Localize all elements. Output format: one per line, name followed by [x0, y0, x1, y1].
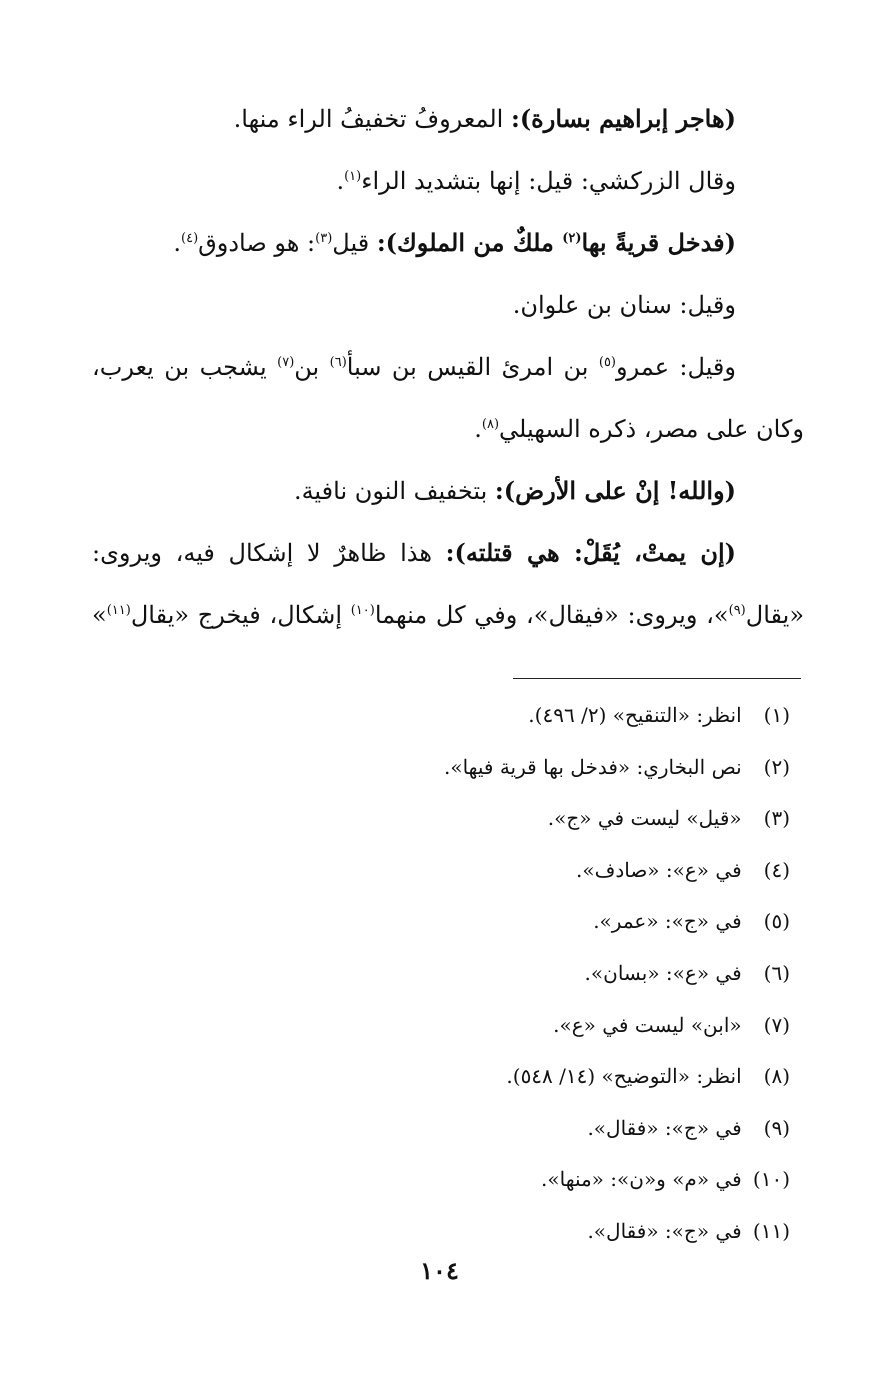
- footnote-number: (٦): [763, 960, 790, 985]
- footnote-number: (٩): [763, 1115, 790, 1140]
- footnote-text: في «ع»: «بسان».: [584, 960, 742, 985]
- quoted-phrase: (إن يمتْ، يُقَلْ: هي قتلته):: [445, 538, 737, 567]
- footnote-text: انظر: «التنقيح» (٢/ ٤٩٦).: [528, 703, 742, 727]
- paragraph-2: [92, 150, 804, 212]
- footnote: [92, 845, 804, 897]
- footnote: [92, 948, 804, 1000]
- footnote-ref: (١): [344, 169, 362, 184]
- commentary-text: وكان على مصر، ذكره السهيلي: [499, 415, 804, 443]
- footnote-ref: (٥): [598, 355, 616, 370]
- footnote-ref: (٧): [277, 355, 295, 370]
- footnote-ref: (١١): [106, 603, 131, 618]
- footnote: [92, 742, 804, 794]
- footnote-ref: (٤): [181, 231, 199, 246]
- paragraph-5: [92, 336, 804, 398]
- commentary-text: إشكال، فيخرج «يقال: [130, 601, 351, 629]
- quoted-phrase: (هاجر إبراهيم بسارة):: [510, 104, 736, 133]
- footnote-number: (٨): [763, 1064, 790, 1089]
- footnote-number: (١١): [752, 1218, 790, 1243]
- footnote-number: (٢): [763, 754, 790, 779]
- footnote-text: في «ع»: «صادف».: [576, 857, 742, 882]
- commentary-text: بن: [294, 353, 330, 381]
- commentary-text: قيل: [332, 229, 377, 257]
- commentary-text: «يقال: [745, 601, 805, 629]
- footnote-number: (٥): [763, 909, 790, 934]
- footnote-ref: (٣): [315, 231, 333, 246]
- footnote-text: «ابن» ليست في «ع».: [553, 1012, 742, 1037]
- paragraph-6: [92, 460, 804, 522]
- paragraph-4: [92, 274, 804, 336]
- footnote: [92, 896, 804, 948]
- footnote: [92, 1154, 804, 1206]
- commentary-text: بن امرئ القيس بن سبأ: [346, 353, 599, 381]
- footnote-ref: (٢): [562, 231, 582, 246]
- footnotes: [92, 690, 804, 1258]
- footnote-ref: (١٠): [350, 603, 375, 618]
- footnote: [92, 1051, 804, 1103]
- punctuation: .: [474, 415, 482, 443]
- footnote-number: (٧): [763, 1012, 790, 1037]
- commentary-text: »، ويروى: «فيقال»، وفي كل منهما: [374, 601, 729, 629]
- paragraph-3: [92, 212, 804, 274]
- commentary-text: وقيل: عمرو: [616, 353, 736, 381]
- quoted-phrase-part: ملكٌ من الملوك):: [376, 228, 563, 257]
- quoted-phrase: [377, 228, 736, 257]
- footnote-number: (١): [763, 703, 790, 727]
- quoted-phrase: (والله! إنْ على الأرض):: [494, 476, 736, 505]
- footnote: [92, 1103, 804, 1155]
- paragraph-1: [92, 88, 804, 150]
- footnote-text: «قيل» ليست في «ج».: [547, 806, 742, 831]
- footnote-ref: (٩): [728, 603, 746, 618]
- quoted-phrase-part: (فدخل قريةً بها: [581, 228, 736, 257]
- commentary-text: هذا ظاهرٌ لا إشكال فيه، ويروى:: [92, 539, 446, 567]
- footnote-text: نص البخاري: «فدخل بها قرية فيها».: [443, 754, 742, 779]
- commentary-text: : هو صادوق: [198, 229, 316, 257]
- footnote-ref: (٨): [481, 417, 500, 432]
- footnote: [92, 1000, 804, 1052]
- footnote-text: انظر: «التوضيح» (١٤/ ٥٤٨).: [506, 1064, 742, 1089]
- paragraph-7: [92, 522, 804, 584]
- punctuation: .: [336, 167, 345, 195]
- footnote-text: في «ج»: «عمر».: [593, 909, 742, 934]
- punctuation: .: [173, 229, 181, 257]
- commentary-text: المعروفُ تخفيفُ الراء منها.: [233, 105, 511, 133]
- paragraph-7-continuation: [92, 584, 804, 646]
- footnote: [92, 1206, 804, 1258]
- footnote: [92, 690, 804, 742]
- footnote-number: (٤): [763, 857, 790, 882]
- commentary-text: وقال الزركشي: قيل: إنها بتشديد الراء: [361, 167, 736, 195]
- footnote-text: في «ج»: «فقال».: [587, 1218, 742, 1243]
- footnote-ref: (٦): [329, 355, 347, 370]
- commentary-text: وقيل: سنان بن علوان.: [512, 291, 736, 319]
- footnote-number: (١٠): [752, 1167, 790, 1192]
- footnote-text: في «ج»: «فقال».: [587, 1115, 742, 1140]
- punctuation: »: [92, 601, 107, 629]
- footnote-text: في «م» و«ن»: «منها».: [541, 1167, 742, 1192]
- footnote-number: (٣): [763, 806, 790, 831]
- paragraph-5-continuation: [92, 398, 804, 460]
- main-text: [92, 88, 804, 646]
- footnote-separator: [513, 678, 801, 679]
- page-number: ١٠٤: [420, 1256, 459, 1285]
- commentary-text: بتخفيف النون نافية.: [293, 477, 495, 505]
- commentary-text: يشجب بن يعرب،: [92, 353, 278, 381]
- footnote: [92, 793, 804, 845]
